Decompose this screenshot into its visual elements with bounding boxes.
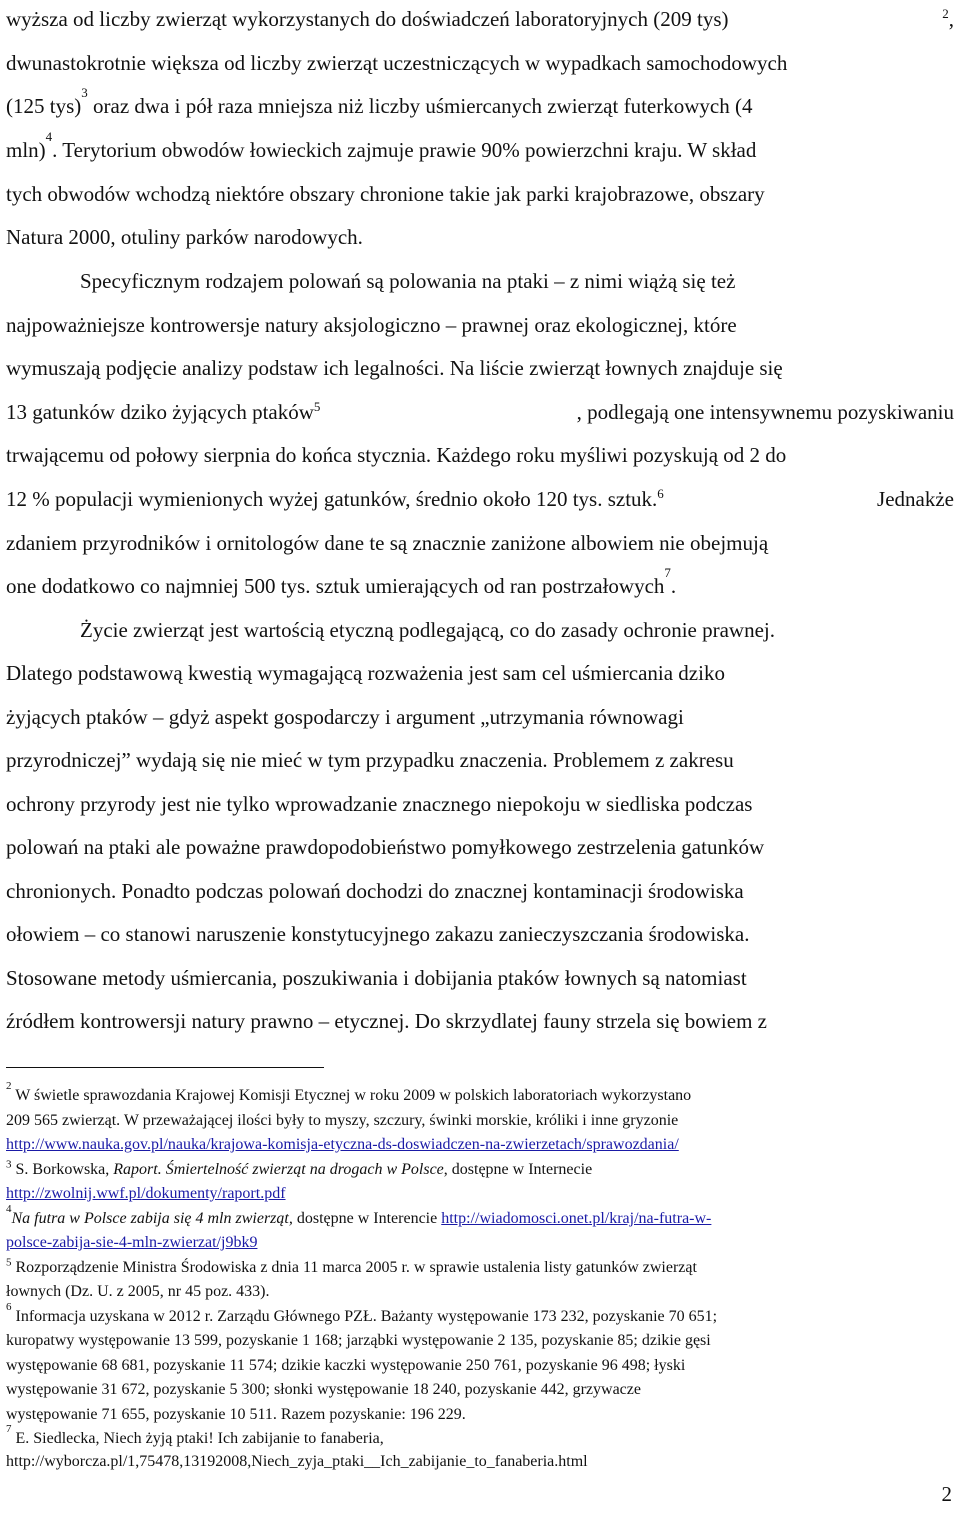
text-run: mln) bbox=[6, 138, 46, 162]
footnote-line bbox=[6, 1233, 956, 1253]
text-run: chronionych. Ponadto podczas polowań dochodzi do znacznej kontaminacji środowiska bbox=[6, 879, 744, 903]
body-line bbox=[6, 565, 954, 599]
text-run: E. Siedlecka, Niech żyją ptaki! Ich zabijanie to fanaberia, bbox=[11, 1430, 384, 1447]
text-run: 13 gatunków dziko żyjących ptaków bbox=[6, 400, 314, 424]
footnote-4 bbox=[6, 1203, 956, 1229]
footnote-number: 5 bbox=[6, 1256, 12, 1269]
body-line bbox=[6, 791, 954, 817]
footnote-link[interactable]: polsce-zabija-sie-4-mln-zwierzat/j9bk9 bbox=[6, 1234, 258, 1251]
footnote-line bbox=[6, 1356, 956, 1376]
text-run: . Terytorium obwodów łowieckich zajmuje prawie 90% powierzchni kraju. W skład bbox=[52, 138, 757, 162]
text-run: wyższa od liczby zwierząt wykorzystanych do doświadczeń laboratoryjnych (209 tys) bbox=[6, 7, 729, 31]
text-run: polowań na ptaki ale poważne prawdopodobieństwo pomyłkowego zestrzelenia gatunków bbox=[6, 835, 765, 859]
footnote-ref[interactable]: 5 bbox=[313, 399, 321, 414]
footnote-ref[interactable]: 4 bbox=[45, 129, 53, 144]
text-run bbox=[6, 486, 664, 512]
text-run: żyjących ptaków – gdyż aspekt gospodarczy i argument „utrzymania równowagi bbox=[6, 705, 684, 729]
body-line bbox=[6, 50, 954, 76]
text-run: 209 565 zwierząt. W przeważającej ilości były to myszy, szczury, świnki morskie, króliki i inne gryzonie bbox=[6, 1112, 679, 1129]
text-run: Dlatego podstawową kwestią wymagającą rozważenia jest sam cel uśmiercania dziko bbox=[6, 661, 725, 685]
body-line bbox=[6, 486, 954, 512]
text-run: dostępne w Interencie bbox=[292, 1210, 442, 1227]
text-run: ochrony przyrody jest nie tylko wprowadzanie znacznego niepokoju w siedliska podczas bbox=[6, 792, 753, 816]
footnote-ref[interactable]: 7 bbox=[664, 565, 671, 580]
footnote-line bbox=[6, 1452, 956, 1472]
page-number: 2 bbox=[941, 1482, 952, 1506]
body-line bbox=[6, 6, 954, 32]
text-run: 12 % populacji wymienionych wyżej gatunków, średnio około 120 tys. sztuk. bbox=[6, 487, 658, 511]
body-line bbox=[6, 355, 954, 381]
text-run: Życie zwierząt jest wartością etyczną podlegającą, co do zasady ochronie prawnej. bbox=[80, 618, 775, 642]
body-line bbox=[6, 442, 954, 468]
footnote-ref[interactable]: 3 bbox=[81, 85, 88, 100]
body-line bbox=[6, 530, 954, 556]
text-run: kuropatwy występowanie 13 599, pozyskanie 1 168; jarząbki występowanie 2 135, pozyskanie 85; dzikie gęsi bbox=[6, 1332, 711, 1349]
text-run: trwającemu od połowy sierpnia do końca stycznia. Każdego roku myśliwi pozyskują od 2 do bbox=[6, 443, 787, 467]
text-run: , bbox=[948, 7, 954, 31]
text-run: W świetle sprawozdania Krajowej Komisji Etycznej w roku 2009 w polskich laboratoriach wykorzystano bbox=[11, 1087, 692, 1104]
footnote-line bbox=[6, 1111, 956, 1131]
body-line bbox=[6, 921, 954, 947]
footnote-line bbox=[6, 1380, 956, 1400]
footnote-line bbox=[6, 1135, 956, 1155]
body-line bbox=[6, 1008, 954, 1034]
text-run: najpoważniejsze kontrowersje natury aksjologiczno – prawnej oraz ekologicznej, które bbox=[6, 313, 737, 337]
text-run: Na futra w Polsce zabija się 4 mln zwierząt, bbox=[11, 1210, 293, 1227]
body-line bbox=[6, 660, 954, 686]
footnote-5 bbox=[6, 1258, 956, 1278]
body-line bbox=[80, 268, 954, 294]
footnote-7 bbox=[6, 1423, 956, 1449]
footnote-link[interactable]: http://www.nauka.gov.pl/nauka/krajowa-komisja-etyczna-ds-doswiadczen-na-zwierzetach/sprawozdania/ bbox=[6, 1136, 679, 1153]
body-line bbox=[6, 747, 954, 773]
text-run bbox=[6, 399, 320, 425]
text-run: dwunastokrotnie większa od liczby zwierząt uczestniczących w wypadkach samochodowych bbox=[6, 51, 788, 75]
body-line bbox=[6, 85, 954, 119]
text-run: one dodatkowo co najmniej 500 tys. sztuk umierających od ran postrzałowych bbox=[6, 574, 665, 598]
body-line bbox=[6, 399, 954, 425]
text-run: (125 tys) bbox=[6, 94, 82, 118]
body-line bbox=[80, 617, 954, 643]
text-run: łownych (Dz. U. z 2005, nr 45 poz. 433). bbox=[6, 1283, 270, 1300]
footnote-line bbox=[6, 1405, 956, 1425]
body-line bbox=[6, 224, 954, 250]
footnote-line bbox=[6, 1331, 956, 1351]
text-run: oraz dwa i pół raza mniejsza niż liczby uśmiercanych zwierząt futerkowych (4 bbox=[87, 94, 753, 118]
footnote-2 bbox=[6, 1080, 956, 1106]
text-run: Informacja uzyskana w 2012 r. Zarządu Głównego PZŁ. Bażanty występowanie 173 232, pozyskanie 70 651; bbox=[11, 1308, 718, 1325]
body-line bbox=[6, 965, 954, 991]
footnote-ref[interactable]: 6 bbox=[657, 486, 664, 501]
body-line bbox=[6, 312, 954, 338]
body-line bbox=[6, 834, 954, 860]
footnote-number: 7 bbox=[6, 1423, 12, 1435]
text-run: ołowiem – co stanowi naruszenie konstytucyjnego zakazu zanieczyszczania środowiska. bbox=[6, 922, 750, 946]
text-run: Specyficznym rodzajem polowań są polowania na ptaki – z nimi wiążą się też bbox=[80, 269, 736, 293]
text-run: Rozporządzenie Ministra Środowiska z dnia 11 marca 2005 r. w sprawie ustalenia listy gatunków zwierząt bbox=[11, 1259, 697, 1276]
footnote-number: 3 bbox=[6, 1158, 12, 1171]
text-run: , podlegają one intensywnemu pozyskiwaniu bbox=[576, 400, 954, 424]
footnote-line bbox=[6, 1184, 956, 1204]
footnote-ref[interactable]: 2 bbox=[942, 6, 949, 21]
body-line bbox=[6, 181, 954, 207]
text-run: http://wyborcza.pl/1,75478,13192008,Niech_zyja_ptaki__Ich_zabijanie_to_fanaberia.html bbox=[6, 1453, 588, 1470]
footnote-separator bbox=[6, 1067, 324, 1068]
text-run: Stosowane metody uśmiercania, poszukiwania i dobijania ptaków łownych są natomiast bbox=[6, 966, 747, 990]
footnote-number: 6 bbox=[6, 1301, 12, 1313]
footnote-3 bbox=[6, 1160, 956, 1180]
text-run: . bbox=[670, 574, 677, 598]
body-line bbox=[6, 878, 954, 904]
footnote-6 bbox=[6, 1301, 956, 1327]
text-run: tych obwodów wchodzą niektóre obszary chronione takie jak parki krajobrazowe, obszary bbox=[6, 182, 765, 206]
text-run: przyrodniczej” wydają się nie mieć w tym przypadku znaczenia. Problemem z zakresu bbox=[6, 748, 734, 772]
footnote-number: 4 bbox=[6, 1203, 12, 1215]
text-run: S. Borkowska, bbox=[11, 1161, 114, 1178]
text-run: występowanie 68 681, pozyskanie 11 574; dzikie kaczki występowanie 250 761, pozyskanie 96 498; łyski bbox=[6, 1357, 686, 1374]
footnote-link[interactable]: http://zwolnij.wwf.pl/dokumenty/raport.pdf bbox=[6, 1185, 286, 1202]
text-run bbox=[942, 6, 954, 32]
text-run: zdaniem przyrodników i ornitologów dane te są znacznie zaniżone albowiem nie obejmują bbox=[6, 531, 769, 555]
text-run bbox=[6, 1160, 592, 1180]
footnote-link[interactable]: http://wiadomosci.onet.pl/kraj/na-futra-w- bbox=[441, 1210, 712, 1227]
text-run: Natura 2000, otuliny parków narodowych. bbox=[6, 225, 363, 249]
body-line bbox=[6, 129, 954, 163]
footnote-number: 2 bbox=[6, 1080, 12, 1092]
body-line bbox=[6, 704, 954, 730]
text-run: występowanie 71 655, pozyskanie 10 511. Razem pozyskanie: 196 229. bbox=[6, 1406, 466, 1423]
text-run: Jednakże bbox=[871, 487, 954, 511]
text-run: źródłem kontrowersji natury prawno – etycznej. Do skrzydlatej fauny strzela się bowiem z bbox=[6, 1009, 767, 1033]
text-run: Raport. Śmiertelność zwierząt na drogach w Polsce bbox=[113, 1161, 444, 1178]
text-run: , dostępne w Internecie bbox=[443, 1161, 593, 1178]
text-run: wymuszają podjęcie analizy podstaw ich legalności. Na liście zwierząt łownych znajduje się bbox=[6, 356, 783, 380]
text-run: występowanie 31 672, pozyskanie 5 300; słonki występowanie 18 240, pozyskanie 442, grzywacze bbox=[6, 1381, 641, 1398]
footnote-line bbox=[6, 1282, 956, 1302]
text-run bbox=[6, 1258, 697, 1278]
